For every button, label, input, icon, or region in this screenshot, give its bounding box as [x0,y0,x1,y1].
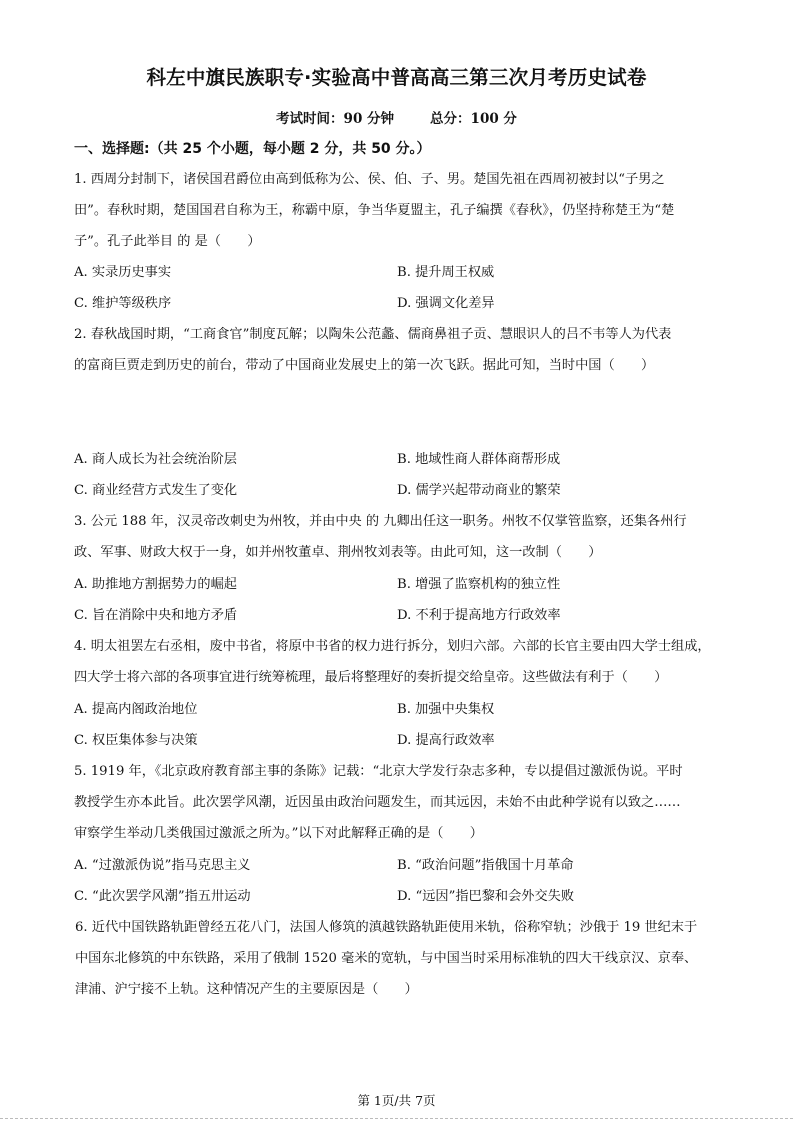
question-1-line-2: 田”。春秋时期，楚国国君自称为王，称霸中原，争当华夏盟主，孔子编撰《春秋》，仍坚持称楚王为“楚 [74,203,675,218]
question-6-line-3: 津浦、沪宁接不上轨。这种情况产生的主要原因是（ ） [75,982,418,997]
question-3-option-c: C. 旨在消除中央和地方矛盾 [74,608,238,623]
question-4-line-2: 四大学士将六部的各项事宜进行统筹梳理，最后将整理好的奏折提交给皇帝。这些做法有利于（ ） [74,670,668,685]
question-2-line-2: 的富商巨贾走到历史的前台，带动了中国商业发展史上的第一次飞跃。据此可知，当时中国（ ） [74,358,655,373]
total-score: 总分：100 分 [430,111,517,127]
question-4-option-b: B. 加强中央集权 [397,702,495,717]
question-1-option-d: D. 强调文化差异 [397,296,495,311]
question-5-option-a: A. “过激派伪说”指马克思主义 [74,858,251,873]
section-heading: 一、选择题:（共 25 个小题，每小题 2 分，共 50 分。） [74,141,431,157]
question-5-option-d: D. “远因”指巴黎和会外交失败 [397,889,575,904]
question-5-line-3: 审察学生举动几类俄国过激派之所为。”以下对此解释正确的是（ ） [74,826,483,841]
question-3-option-b: B. 增强了监察机构的独立性 [397,577,561,592]
question-1-option-a: A. 实录历史事实 [74,265,172,280]
question-4-option-a: A. 提高内阁政治地位 [74,702,198,717]
question-5-option-b: B. “政治问题”指俄国十月革命 [397,858,574,873]
question-5-option-c: C. “此次罢学风潮”指五卅运动 [74,889,251,904]
question-2-option-c: C. 商业经营方式发生了变化 [74,483,238,498]
question-6-line-2: 中国东北修筑的中东铁路，采用了俄制 1520 毫米的宽轨，与中国当时采用标准轨的四大干线京汉、京奉、 [75,951,698,966]
question-2-line-1: 2. 春秋战国时期，“工商食官”制度瓦解；以陶朱公范蠡、儒商鼻祖子贡、慧眼识人的吕不韦等人为代表 [74,327,672,342]
question-3-option-a: A. 助推地方割据势力的崛起 [74,577,237,592]
question-2-option-d: D. 儒学兴起带动商业的繁荣 [397,483,561,498]
question-4-line-1: 4. 明太祖罢左右丞相，废中书省，将原中书省的权力进行拆分，划归六部。六部的长官主要由四大学士组成， [74,639,711,654]
exam-time: 考试时间：90 分钟 [276,111,395,127]
question-4-option-c: C. 权臣集体参与决策 [74,733,198,748]
footer-divider [0,1118,793,1119]
question-1-option-c: C. 维护等级秩序 [74,296,172,311]
question-1-line-3: 子”。孔子此举目 的 是（ ） [74,234,261,249]
question-3-line-1: 3. 公元 188 年，汉灵帝改刺史为州牧，并由中央 的 九卿出任这一职务。州牧不仅掌管监察，还集各州行 [74,514,687,529]
exam-info [0,107,793,127]
question-1-option-b: B. 提升周王权威 [397,265,495,280]
question-6-line-1: 6. 近代中国铁路轨距曾经五花八门，法国人修筑的滇越铁路轨距使用米轨，俗称窄轨；沙俄于 19 世纪末于 [75,920,698,935]
exam-title: 科左中旗民族职专·实验高中普高高三第三次月考历史试卷 [146,66,647,89]
page-number: 第 1页/共 7页 [357,1093,436,1108]
question-3-line-2: 政、军事、财政大权于一身，如并州牧董卓、荆州牧刘表等。由此可知，这一改制（ ） [74,545,602,560]
question-3-option-d: D. 不利于提高地方行政效率 [397,608,561,623]
question-4-option-d: D. 提高行政效率 [397,733,495,748]
question-2-option-b: B. 地域性商人群体商帮形成 [397,452,561,467]
question-2-option-a: A. 商人成长为社会统治阶层 [74,452,237,467]
question-1-line-1: 1. 西周分封制下，诸侯国君爵位由高到低称为公、侯、伯、子、男。楚国先祖在西周初被封以“子男之 [74,172,665,187]
question-5-line-2: 教授学生亦本此旨。此次罢学风潮，近因虽由政治问题发生，而其远因，未始不由此种学说有以致之…… [74,795,681,810]
question-5-line-1: 5. 1919 年，《北京政府教育部主事的条陈》记载：“北京大学发行杂志多种，专以提倡过激派伪说。平时 [74,764,683,779]
